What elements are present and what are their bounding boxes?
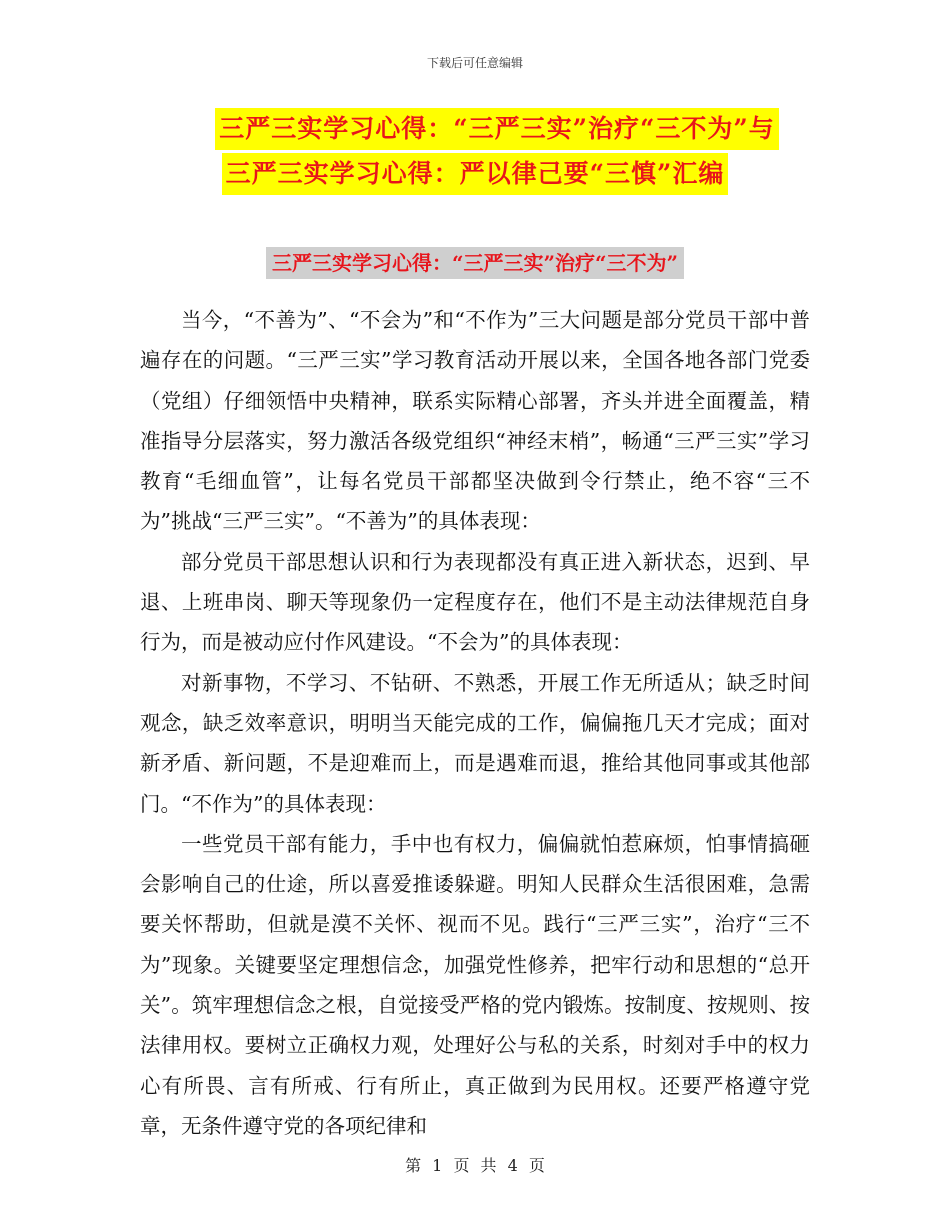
- body-text: [140, 300, 810, 1146]
- document-title: [0, 108, 950, 198]
- paragraph-1: 当今，“不善为”、“不会为”和“不作为”三大问题是部分党员干部中普遍存在的问题。“三严三实”学习教育活动开展以来，全国各地各部门党委（党组）仔细领悟中央精神，联系实际精心部署，齐头并进全面覆盖，精准指导分层落实，努力激活各级党组织“神经末梢”，畅通“三严三实”学习教育“毛细血管”，让每名党员干部都坚决做到令行禁止，绝不容“三不为”挑战“三严三实”。“不善为”的具体表现：: [140, 308, 810, 534]
- section-heading: [0, 247, 950, 279]
- paragraph-3: 对新事物，不学习、不钻研、不熟悉，开展工作无所适从；缺乏时间观念，缺乏效率意识，明明当天能完成的工作，偏偏拖几天才完成；面对新矛盾、新问题，不是迎难而上，而是遇难而退，推给其他同事或其他部门。“不作为”的具体表现：: [140, 670, 810, 816]
- section-heading-text: 三严三实学习心得：“三严三实”治疗“三不为”: [266, 247, 684, 279]
- page-number-footer: 第 1 页 共 4 页: [405, 1156, 545, 1175]
- title-line-1: 三严三实学习心得：“三严三实”治疗“三不为”与: [215, 108, 779, 150]
- paragraph-2: 部分党员干部思想认识和行为表现都没有真正进入新状态，迟到、早退、上班串岗、聊天等现象仍一定程度存在，他们不是主动法律规范自身行为，而是被动应付作风建设。“不会为”的具体表现：: [140, 549, 810, 655]
- title-line-2: 三严三实学习心得：严以律己要“三慎”汇编: [222, 153, 729, 195]
- paragraph-4: 一些党员干部有能力，手中也有权力，偏偏就怕惹麻烦，怕事情搞砸会影响自己的仕途，所以喜爱推诿躲避。明知人民群众生活很困难，急需要关怀帮助，但就是漠不关怀、视而不见。践行“三严三实”，治疗“三不为”现象。关键要坚定理想信念，加强党性修养，把牢行动和思想的“总开关”。筑牢理想信念之根，自觉接受严格的党内锻炼。按制度、按规则、按法律用权。要树立正确权力观，处理好公与私的关系，时刻对手中的权力心有所畏、言有所戒、行有所止，真正做到为民用权。还要严格遵守党章，无条件遵守党的各项纪律和: [140, 831, 810, 1138]
- header-note: 下载后可任意编辑: [426, 56, 523, 70]
